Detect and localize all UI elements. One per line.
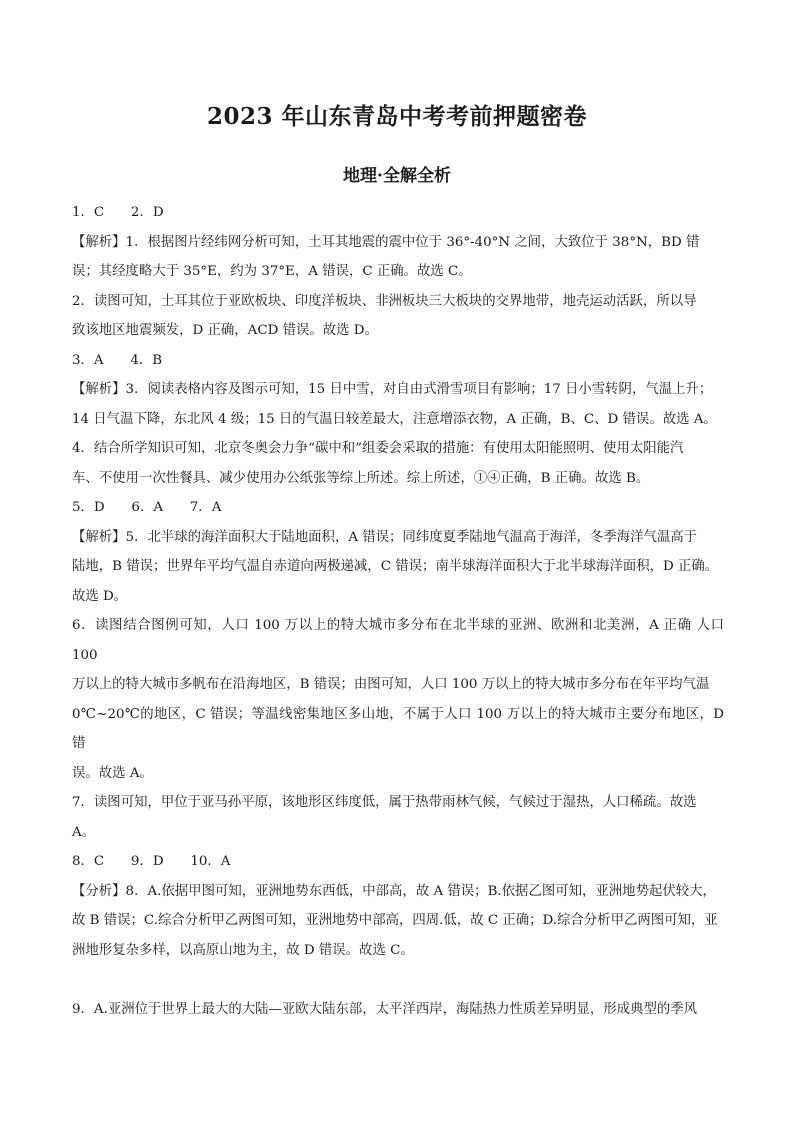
answer-line: 8．C 9．D 10．A [72, 854, 231, 869]
analysis-line: 【解析】3．阅读表格内容及图示可知，15 日中雪，对自由式滑雪项目有影响；17 日小雪转阴，气温上升； [72, 382, 713, 397]
analysis-line: 【解析】5．北半球的海洋面积大于陆地面积，A 错误；同纬度夏季陆地气温高于海洋，冬季海洋气温高于 [72, 529, 698, 545]
analysis-line: 6．读图结合图例可知，人口 100 万以上的特大城市多分布在北半球的亚洲、欧洲和北美洲，A 正确 人口 100 [72, 618, 724, 663]
analysis-line: 9．A.亚洲位于世界上最大的大陆—亚欧大陆东部，太平洋西岸，海陆热力性质差异明显，形成典型的季风 [72, 1002, 698, 1017]
answer-line: 1．C 2．D [72, 205, 164, 220]
analysis-line: 0℃~20℃的地区，C 错误；等温线密集地区多山地，不属于人口 100 万以上的特大城市主要分布地区，D 错 [72, 706, 724, 751]
analysis-line: 陆地，B 错误；世界年平均气温自赤道向两极递减，C 错误；南半球海洋面积大于北半球海洋面积，D 正确。 [72, 559, 719, 574]
page-subtitle: 地理·全解全析 [343, 166, 451, 186]
paragraph-gap [72, 965, 724, 995]
analysis-line: 【分析】8．A.依据甲图可知，亚洲地势东西低，中部高，故 A 错误；B.依据乙图可知，亚洲地势起伏较大， [72, 883, 716, 899]
analysis-line: 14 日气温下降，东北风 4 级；15 日的气温日较差最大，注意增添衣物，A 正确，B、C、D 错误。故选 A。 [72, 411, 717, 427]
analysis-line: 致该地区地震频发，D 正确，ACD 错误。故选 D。 [72, 323, 378, 338]
analysis-line: A。 [72, 824, 96, 840]
answer-line: 5．D 6．A 7．A [72, 500, 222, 515]
analysis-line: 洲地形复杂多样，以高原山地为主，故 D 错误。故选 C。 [72, 942, 414, 958]
analysis-line: 2．读图可知，土耳其位于亚欧板块、印度洋板块、非洲板块三大板块的交界地带，地壳运动活跃，所以导 [72, 293, 697, 309]
analysis-line: 4．结合所学知识可知，北京冬奥会力争“碳中和”组委会采取的措施：有使用太阳能照明、使用太阳能汽 [72, 441, 684, 456]
analysis-line: 故选 D。 [72, 588, 128, 604]
answer-analysis-body [72, 198, 724, 1025]
answer-line: 3．A 4．B [72, 352, 163, 368]
analysis-line: 故 B 错误；C.综合分析甲乙两图可知，亚洲地势中部高，四周.低，故 C 正确；D.综合分析甲乙两图可知，亚 [72, 913, 718, 928]
analysis-line: 误。故选 A。 [72, 765, 153, 781]
page-title: 2023 年山东青岛中考考前押题密卷 [206, 103, 588, 130]
analysis-line: 【解析】1．根据图片经纬网分析可知，土耳其地震的震中位于 36°-40°N 之间，大致位于 38°N，BD 错 [72, 234, 700, 250]
analysis-line: 误；其经度略大于 35°E，约为 37°E，A 错误，C 正确。故选 C。 [72, 264, 472, 279]
analysis-line: 车、不使用一次性餐具、减少使用办公纸张等综上所述。综上所述，①④正确，B 正确。故选 B。 [72, 470, 650, 486]
analysis-line: 7．读图可知，甲位于亚马孙平原，该地形区纬度低，属于热带雨林气候，气候过于湿热，人口稀疏。故选 [72, 795, 697, 810]
analysis-line: 万以上的特大城市多帆布在沿海地区，B 错误；由图可知，人口 100 万以上的特大城市多分布在年平均气温 [72, 677, 710, 692]
